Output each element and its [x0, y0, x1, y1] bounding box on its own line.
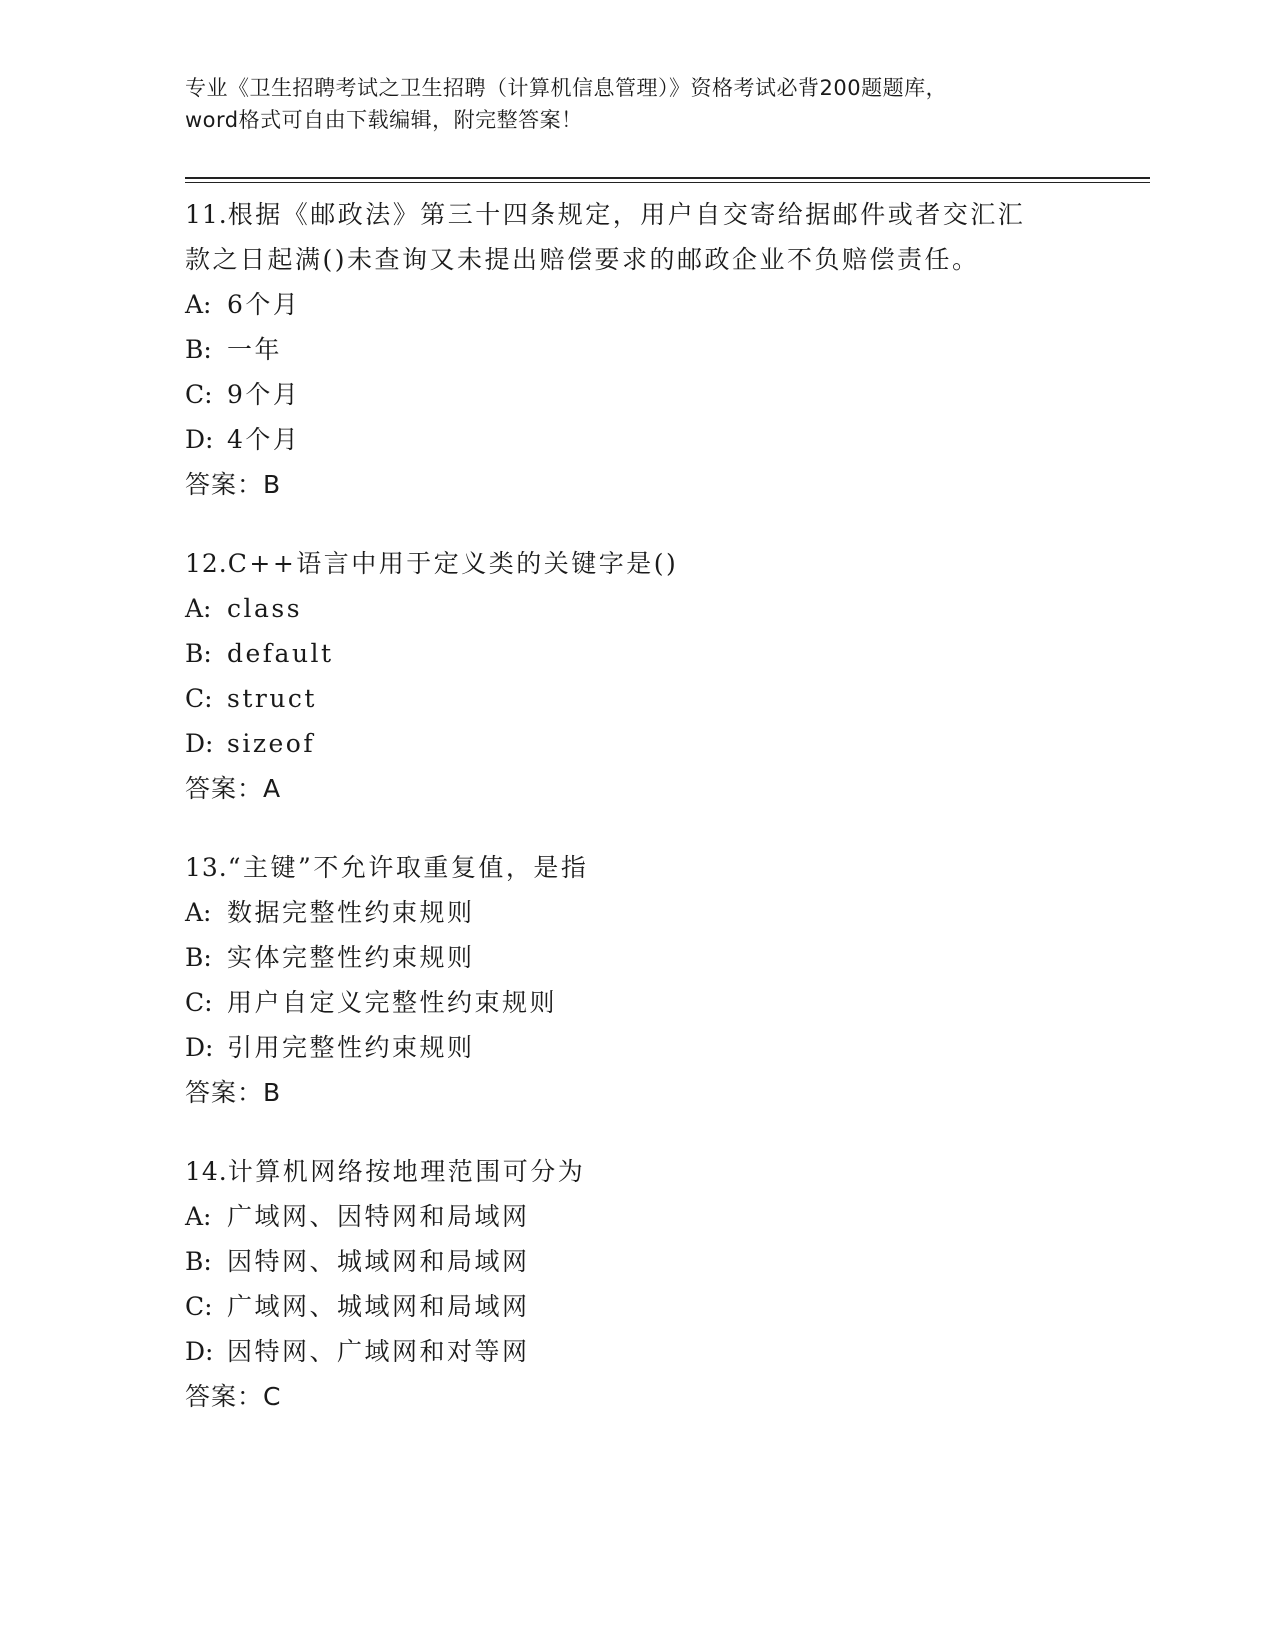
option-key: D: [185, 1337, 214, 1366]
answer-label: 答案： [185, 1382, 264, 1411]
option-b [185, 327, 1105, 372]
option-text: 用户自定义完整性约束规则 [227, 988, 558, 1017]
option-text: 9个月 [227, 380, 301, 409]
question-number: 11. [185, 200, 228, 229]
question-number: 13. [185, 853, 228, 882]
answer-value: B [263, 1078, 282, 1107]
option-key: A: [185, 594, 212, 623]
option-text: 数据完整性约束规则 [227, 898, 475, 927]
header-divider-thin [185, 182, 1150, 183]
option-text: 广域网、城域网和局域网 [227, 1292, 530, 1321]
question-11 [185, 192, 1105, 507]
option-text: 引用完整性约束规则 [227, 1033, 475, 1062]
header-divider-thick [185, 177, 1150, 179]
question-text-line-1: “主键”不允许取重复值，是指 [227, 853, 589, 882]
option-text: 因特网、广域网和对等网 [227, 1337, 530, 1366]
option-key: A: [185, 290, 212, 319]
option-d [185, 1025, 1105, 1070]
option-key: B: [185, 639, 212, 668]
document-header [185, 72, 1085, 136]
option-a [185, 282, 1105, 327]
answer-value: A [263, 774, 282, 803]
option-d [185, 1329, 1105, 1374]
option-key: D: [185, 425, 214, 454]
option-text: sizeof [227, 729, 316, 758]
answer-line [185, 1374, 1105, 1419]
option-key: A: [185, 1202, 212, 1231]
option-key: C: [185, 1292, 213, 1321]
option-text: struct [227, 684, 317, 713]
question-stem [185, 1149, 1105, 1194]
option-d [185, 721, 1105, 766]
question-text-line-1: 计算机网络按地理范围可分为 [227, 1157, 586, 1186]
option-text: 因特网、城域网和局域网 [227, 1247, 530, 1276]
option-text: 6个月 [227, 290, 301, 319]
question-stem [185, 845, 1105, 890]
option-key: C: [185, 380, 213, 409]
option-text: 4个月 [227, 425, 301, 454]
header-title-line-2: word格式可自由下载编辑，附完整答案！ [185, 108, 583, 132]
answer-label: 答案： [185, 1078, 264, 1107]
option-text: 一年 [227, 335, 283, 364]
option-c [185, 372, 1105, 417]
question-13 [185, 845, 1105, 1115]
option-d [185, 417, 1105, 462]
option-b [185, 1239, 1105, 1284]
question-stem [185, 541, 1105, 586]
answer-label: 答案： [185, 774, 264, 803]
option-b [185, 631, 1105, 676]
option-key: D: [185, 1033, 214, 1062]
option-text: class [227, 594, 303, 623]
answer-line [185, 766, 1105, 811]
option-key: C: [185, 684, 213, 713]
option-text: 广域网、因特网和局域网 [227, 1202, 530, 1231]
option-b [185, 935, 1105, 980]
option-a [185, 586, 1105, 631]
option-text: default [227, 639, 334, 668]
option-key: B: [185, 943, 212, 972]
option-key: B: [185, 335, 212, 364]
option-key: D: [185, 729, 214, 758]
option-c [185, 980, 1105, 1025]
answer-label: 答案： [185, 470, 264, 499]
option-c [185, 676, 1105, 721]
question-number: 14. [185, 1157, 228, 1186]
question-text-line-1: C++语言中用于定义类的关键字是() [227, 549, 679, 578]
option-key: B: [185, 1247, 212, 1276]
option-c [185, 1284, 1105, 1329]
answer-value: B [263, 470, 282, 499]
question-list [185, 192, 1105, 1453]
question-stem [185, 192, 1105, 237]
answer-line [185, 1070, 1105, 1115]
option-key: C: [185, 988, 213, 1017]
answer-line [185, 462, 1105, 507]
question-12 [185, 541, 1105, 811]
option-a [185, 1194, 1105, 1239]
question-14 [185, 1149, 1105, 1419]
option-key: A: [185, 898, 212, 927]
option-text: 实体完整性约束规则 [227, 943, 475, 972]
answer-value: C [263, 1382, 282, 1411]
question-number: 12. [185, 549, 228, 578]
question-text-line-1: 根据《邮政法》第三十四条规定，用户自交寄给据邮件或者交汇汇 [227, 200, 1026, 229]
header-title-line-1: 专业《卫生招聘考试之卫生招聘（计算机信息管理）》资格考试必背200题题库， [185, 76, 948, 100]
option-a [185, 890, 1105, 935]
question-text-line-2: 款之日起满()未查询又未提出赔偿要求的邮政企业不负赔偿责任。 [185, 245, 980, 274]
